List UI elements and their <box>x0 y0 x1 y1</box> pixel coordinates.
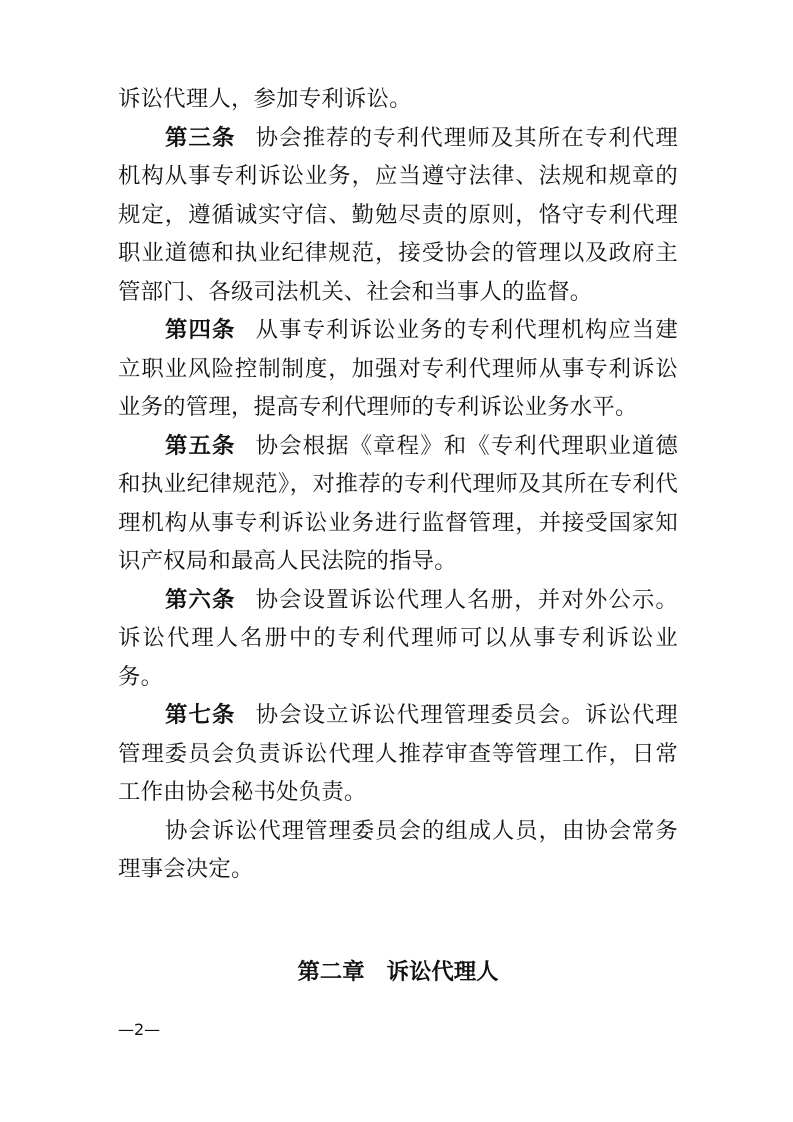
article-text: 协会推荐的专利代理师及其所在专利代理机构从事专利诉讼业务，应当遵守法律、法规和规章的规定，遵循诚实守信、勤勉尽责的原则，恪守专利代理职业道德和执业纪律规范，接受协会的管理以及政府主管部门、各级司法机关、社会和当事人的监督。 <box>118 124 678 305</box>
article-4 <box>118 311 678 427</box>
article-text: 协会设立诉讼代理管理委员会。诉讼代理管理委员会负责诉讼代理人推荐审查等管理工作，日常工作由协会秘书处负责。 <box>118 702 678 805</box>
chapter-title: 诉讼代理人 <box>386 959 499 985</box>
article-7 <box>118 696 678 812</box>
page-number: —2— <box>118 1020 161 1039</box>
article-7-second-paragraph <box>118 812 678 889</box>
article-text: 从事专利诉讼业务的专利代理机构应当建立职业风险控制制度，加强对专利代理师从事专利诉讼业务的管理，提高专利代理师的专利诉讼业务水平。 <box>118 317 678 420</box>
article-label: 第三条 <box>165 124 236 151</box>
paragraph-continuation <box>118 80 678 119</box>
article-5 <box>118 427 678 581</box>
chapter-number: 第二章 <box>297 959 365 985</box>
paragraph-text: 协会诉讼代理管理委员会的组成人员，由协会常务理事会决定。 <box>118 817 678 882</box>
chapter-heading <box>118 953 678 991</box>
article-label: 第七条 <box>165 702 236 728</box>
article-label: 第五条 <box>165 432 236 459</box>
article-text: 协会根据《章程》和《专利代理职业道德和执业纪律规范》，对推荐的专利代理师及其所在专利代理机构从事专利诉讼业务进行监督管理，并接受国家知识产权局和最高人民法院的指导。 <box>118 432 678 574</box>
article-label: 第四条 <box>165 317 236 343</box>
article-6 <box>118 581 678 697</box>
article-3 <box>118 119 678 312</box>
document-body <box>118 80 678 889</box>
article-text: 协会设置诉讼代理人名册，并对外公示。诉讼代理人名册中的专利代理师可以从事专利诉讼业务。 <box>118 586 678 690</box>
paragraph-text: 诉讼代理人，参加专利诉讼。 <box>118 86 412 112</box>
article-label: 第六条 <box>165 586 236 613</box>
